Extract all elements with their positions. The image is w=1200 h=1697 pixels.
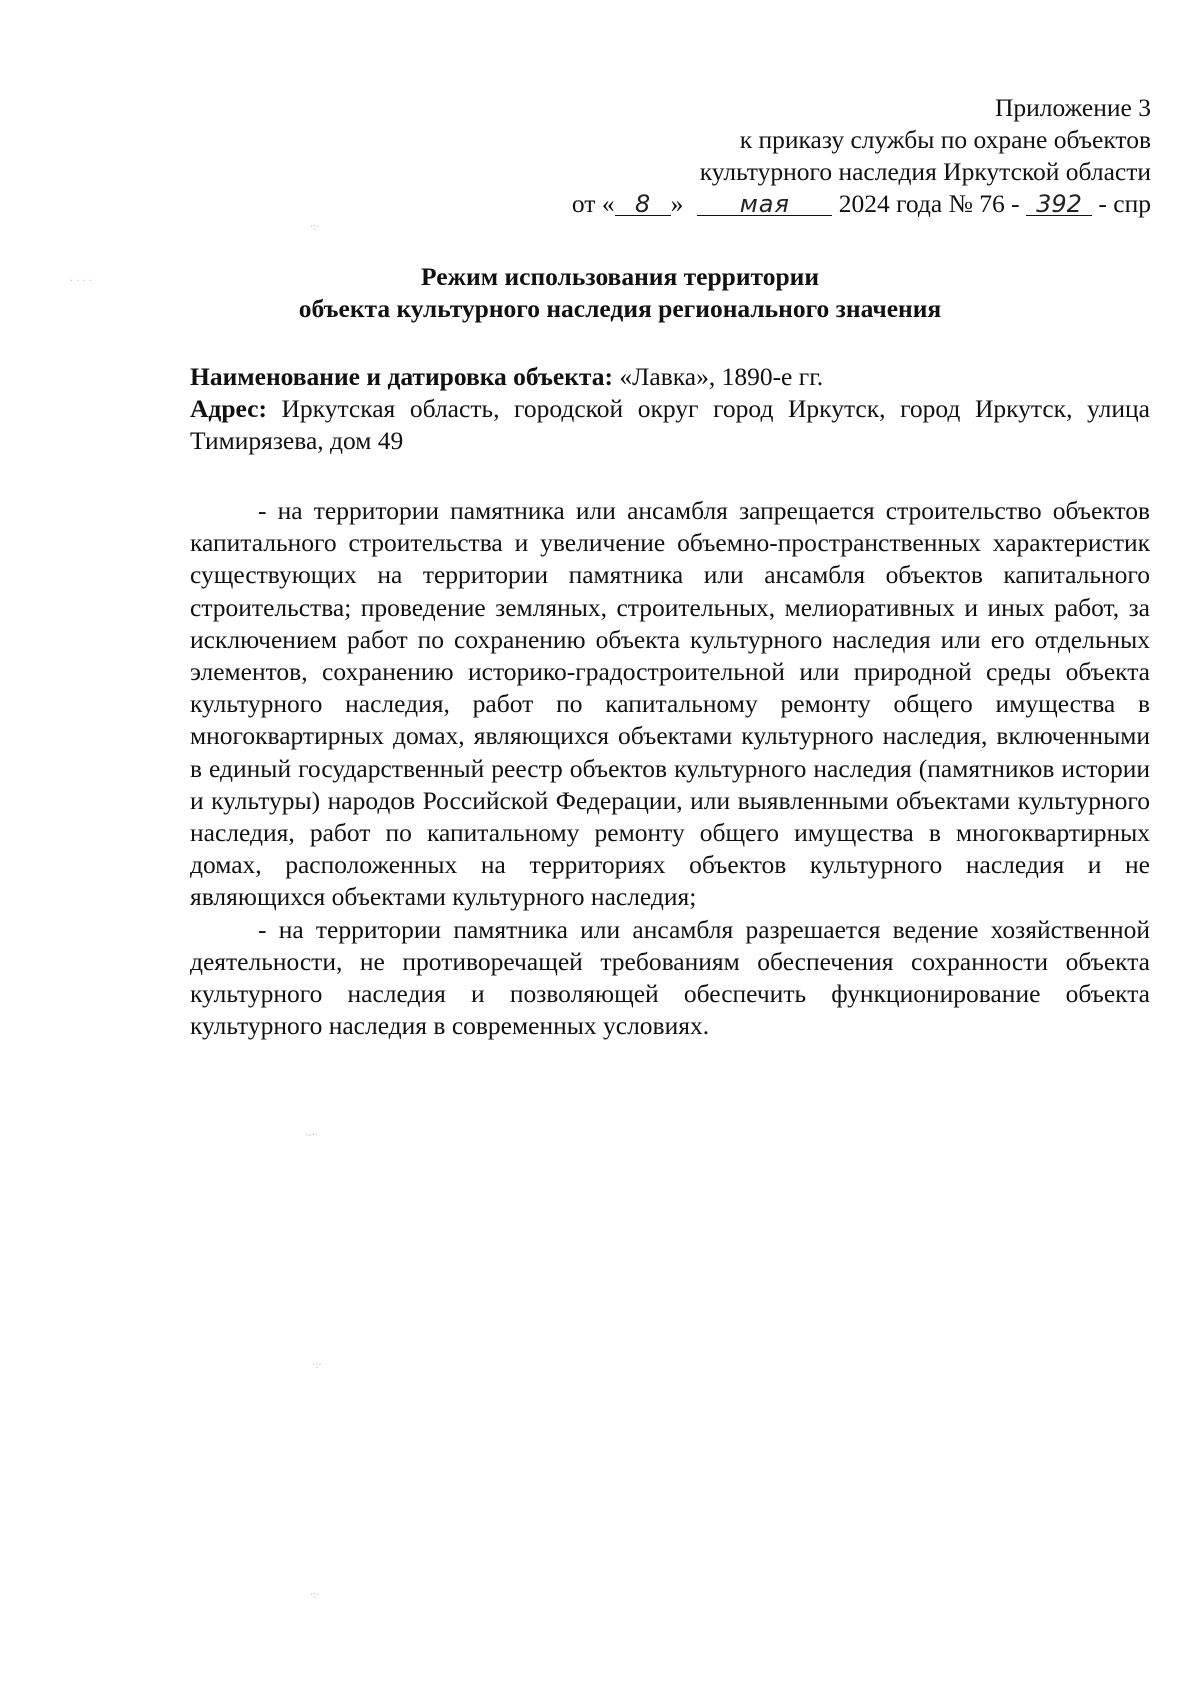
object-address-row — [190, 393, 1150, 457]
handwritten-month: мая — [697, 193, 832, 216]
appendix-date-line — [511, 188, 1151, 220]
appendix-header — [511, 92, 1151, 220]
date-mid: » — [670, 189, 684, 218]
scan-speck: · · · · — [70, 276, 93, 287]
title-line-1: Режим использования территории — [420, 262, 820, 291]
appendix-order-ref: к приказу службы по охране объектов — [739, 125, 1151, 154]
regime-paragraph-prohibited: - на территории памятника или ансамбля запрещается строительство объектов капитального строительства и увеличение объемно-пространственных характеристик существующих на территории памятника или ансамбля объектов капитального строительства; проведение земляных, строительных, мелиоративных и иных работ, за исключением работ по сохранению объекта культурного наследия или его отдельных элементов, сохранению историко-градостроительной или природной среды объекта культурного наследия, работ по капитальному ремонту общего имущества в многоквартирных домах, являющихся объектами культурного наследия, включенными в единый государственный реестр объектов культурного наследия (памятников истории и культуры) народов Российской Федерации, или выявленными объектами культурного наследия, работ по капитальному ремонту общего имущества в многоквартирных домах, расположенных на территориях объектов культурного наследия и не являющихся объектами культурного наследия; — [190, 496, 1150, 912]
handwritten-order-number: 392 — [1026, 193, 1092, 216]
regime-body — [190, 495, 1150, 1042]
scan-speck: ·:· — [312, 1360, 322, 1371]
document-title — [190, 261, 1050, 325]
appendix-authority: культурного наследия Иркутской области — [699, 157, 1151, 186]
appendix-number: Приложение 3 — [995, 93, 1151, 122]
object-address-value: Иркутская область, городской округ город Иркутск, город Иркутск, улица Тимирязева, дом 49 — [190, 394, 1150, 455]
object-address-label: Адрес: — [190, 394, 267, 423]
object-name-row — [190, 361, 1150, 393]
object-name-value: «Лавка», 1890-е гг. — [612, 362, 824, 391]
object-name-label: Наименование и датировка объекта: — [190, 362, 613, 391]
year-text: 2024 года № 76 - — [838, 189, 1020, 218]
object-info — [190, 361, 1150, 457]
scan-speck: ·-·· — [305, 1130, 319, 1141]
order-suffix: - спр — [1098, 189, 1151, 218]
handwritten-day: 8 — [615, 193, 671, 216]
scan-speck: ·:· — [310, 1590, 320, 1601]
title-line-2: объекта культурного наследия регионального значения — [298, 294, 942, 323]
regime-paragraph-permitted: - на территории памятника или ансамбля разрешается ведение хозяйственной деятельности, не противоречащей требованиям обеспечения сохранности объекта культурного наследия и позволяющей обеспечить функционирование объекта культурного наследия в современных условиях. — [190, 914, 1150, 1041]
scan-speck: ·:· — [310, 222, 320, 233]
date-prefix: от « — [571, 189, 615, 218]
